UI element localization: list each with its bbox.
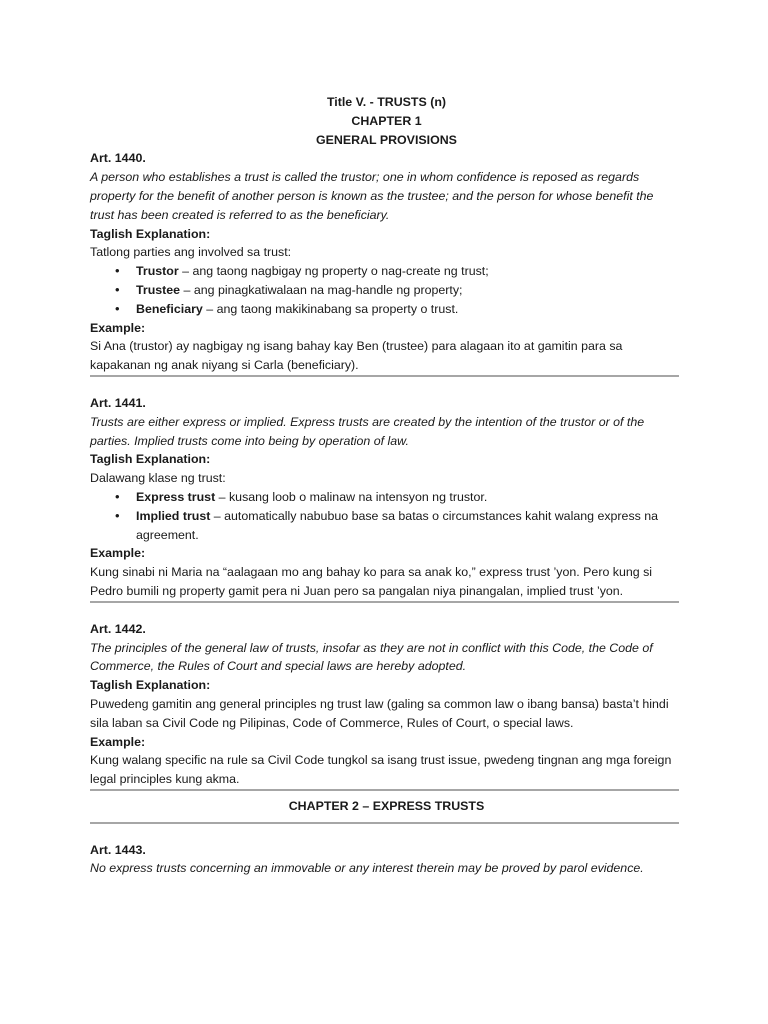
document-header xyxy=(94,93,679,149)
article-1440 xyxy=(90,149,679,375)
article-1443 xyxy=(90,841,679,879)
explanation-label: Taglish Explanation: xyxy=(90,678,211,693)
list-item xyxy=(136,300,679,319)
list-item xyxy=(136,262,679,281)
article-text: No express trusts concerning an immovable or any interest therein may be proved by parol evidence. xyxy=(90,861,644,876)
list-item-desc: – automatically nabubuo base sa batas o circumstances kahit walang express na agreement. xyxy=(136,508,659,542)
list-item-desc: – ang taong nagbigay ng property o nag-create ng trust; xyxy=(178,264,489,279)
list-item-desc: – ang taong makikinabang sa property o trust. xyxy=(202,301,459,316)
list-item xyxy=(136,507,679,545)
chapter-heading: CHAPTER 1 xyxy=(351,113,422,128)
article-text: The principles of the general law of trusts, insofar as they are not in conflict with this Code, the Code of Commerce, the Rules of Court and special laws are hereby adopted. xyxy=(90,640,653,674)
example-label: Example: xyxy=(90,546,146,561)
article-text: Trusts are either express or implied. Express trusts are created by the intention of the trustor or of the parties. Implied trusts come into being by operation of law. xyxy=(90,414,645,448)
article-number: Art. 1440. xyxy=(90,151,146,166)
article-number: Art. 1443. xyxy=(90,842,146,857)
list-item xyxy=(136,488,679,507)
list-item-term: Beneficiary xyxy=(136,301,203,316)
article-text: A person who establishes a trust is called the trustor; one in whom confidence is reposed as regards property for the benefit of another person is known as the trustee; and the person for whose benefit the trust has been created is referred to as the beneficiary. xyxy=(90,170,654,222)
document-title: Title V. - TRUSTS (n) xyxy=(326,95,447,109)
list-item-term: Trustee xyxy=(136,282,181,297)
article-number: Art. 1442. xyxy=(90,621,146,636)
example-text: Kung walang specific na rule sa Civil Code tungkol sa isang trust issue, pwedeng tingnan ang mga foreign legal principles kung akma. xyxy=(90,753,672,787)
article-1441 xyxy=(90,394,679,601)
explanation-text: Puwedeng gamitin ang general principles ng trust law (galing sa common law o ibang bansa) basta’t hindi sila laban sa Civil Code ng Pilipinas, Code of Commerce, Rules of Court, o special laws. xyxy=(90,696,669,730)
chapter-2-heading: CHAPTER 2 – EXPRESS TRUSTS xyxy=(288,798,485,813)
parties-list xyxy=(90,262,679,318)
explanation-label: Taglish Explanation: xyxy=(90,226,211,241)
example-text: Kung sinabi ni Maria na “aalagaan mo ang bahay ko para sa anak ko,” express trust ’yon. Pero kung si Pedro bumili ng property gamit pera ni Juan pero sa pangalan niya pinangalan, implied trust ’yon. xyxy=(90,565,653,598)
section-heading: GENERAL PROVISIONS xyxy=(316,132,457,147)
example-label: Example: xyxy=(90,734,146,749)
explanation-intro: Tatlong parties ang involved sa trust: xyxy=(90,245,292,260)
trust-types-list xyxy=(90,488,679,544)
list-item-desc: – kusang loob o malinaw na intensyon ng trustor. xyxy=(215,489,488,504)
list-item-term: Express trust xyxy=(136,489,216,504)
explanation-label: Taglish Explanation: xyxy=(90,452,211,467)
list-item-term: Trustor xyxy=(136,264,179,279)
list-item-desc: – ang pinagkatiwalaan na mag-handle ng property; xyxy=(180,282,463,297)
article-1442 xyxy=(90,620,679,789)
list-item xyxy=(136,281,679,300)
document-page xyxy=(90,93,679,878)
explanation-intro: Dalawang klase ng trust: xyxy=(90,471,226,486)
list-item-term: Implied trust xyxy=(136,508,211,523)
example-label: Example: xyxy=(90,320,146,335)
example-text: Si Ana (trustor) ay nagbigay ng isang bahay kay Ben (trustee) para alagaan ito at gamitin para sa kapakanan ng anak niyang si Carla (beneficiary). xyxy=(90,339,623,373)
article-number: Art. 1441. xyxy=(90,395,146,410)
